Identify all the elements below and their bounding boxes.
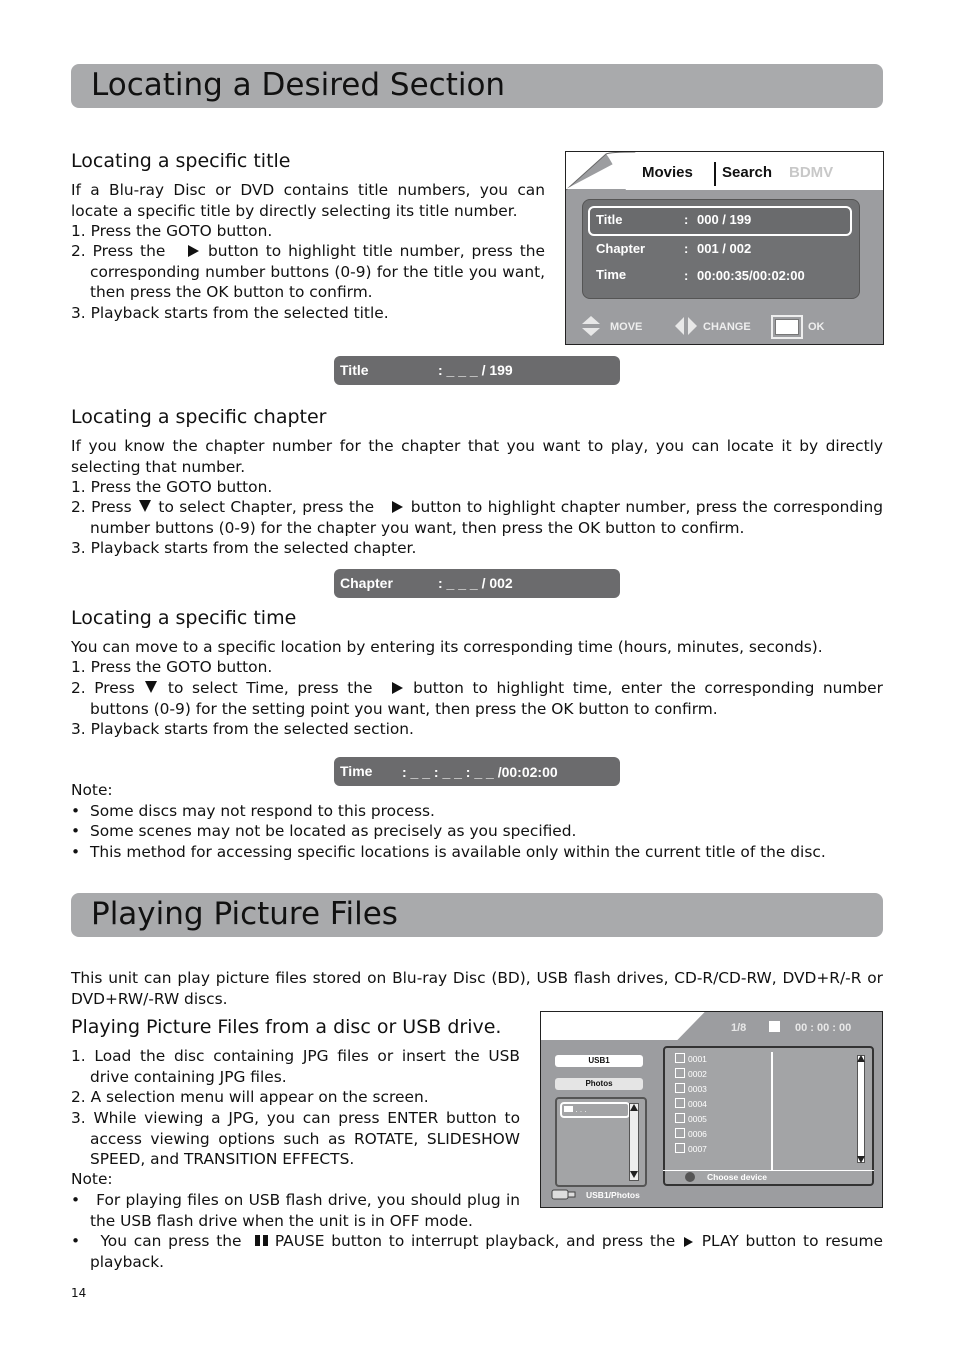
folder-photos-button[interactable]: Photos (555, 1078, 643, 1090)
right-arrow-icon (392, 682, 403, 694)
chapter-step3: 3. Playback starts from the selected chapter. (71, 539, 417, 557)
chapter-step2-b: to select Chapter, press the (158, 498, 375, 516)
image-file-icon (675, 1128, 685, 1138)
time-step1: 1. Press the GOTO button. (71, 658, 273, 676)
pictures-step1: 1. Load the disc containing JPG files or insert the USB drive containing JPG files. (71, 1047, 520, 1086)
up-down-arrow-icon (582, 316, 600, 336)
right-arrow-icon (392, 501, 403, 513)
tab-divider (714, 162, 716, 186)
tab-bdmv[interactable]: BDMV (789, 164, 834, 181)
page-indicator: 1/8 (731, 1022, 747, 1034)
file-label: 0006 (688, 1129, 707, 1139)
list-item[interactable] (675, 1083, 707, 1098)
image-file-icon (675, 1083, 685, 1093)
pictures-note1: • For playing files on USB flash drive, you should plug in the USB flash drive when the unit is in OFF mode. (71, 1191, 520, 1230)
note-item: • Some discs may not respond to this process. (71, 802, 435, 820)
photo-browser-screen (540, 1011, 883, 1208)
image-file-icon (675, 1053, 685, 1063)
osd-row-chapter-value: 001 / 002 (697, 241, 752, 256)
chapter-bar-label: Chapter (340, 575, 393, 591)
note-label: Note: (71, 781, 113, 799)
osd-row-title-value: 000 / 199 (697, 212, 752, 227)
time-bar-value: : _ _ : _ _ : _ _ /00:02:00 (402, 764, 558, 780)
chapter-step2-c: button to highlight chapter number, press the corresponding number buttons (0-9) for the chapter you want, then press the OK button to confirm. (90, 498, 883, 537)
note-text-3: This method for accessing specific locations is available only within the current title of the disc. (90, 843, 826, 861)
current-path: USB1/Photos (586, 1190, 640, 1200)
title-step1: 1. Press the GOTO button. (71, 222, 273, 240)
time-step3: 3. Playback starts from the selected section. (71, 720, 414, 738)
file-scroll-arrows-icon (856, 1054, 866, 1164)
status-square-icon (769, 1021, 780, 1032)
time-intro: You can move to a specific location by entering its corresponding time (hours, minutes, seconds). (71, 638, 823, 656)
folder-item-label: . . . (575, 1105, 587, 1114)
file-list (675, 1053, 707, 1158)
choose-device-button-icon (685, 1172, 695, 1182)
osd-row-time-label: Time (596, 267, 627, 282)
image-file-icon (675, 1068, 685, 1078)
pictures-sub-heading: Playing Picture Files from a disc or USB drive. (71, 1016, 502, 1038)
file-label: 0004 (688, 1099, 707, 1109)
right-arrow-icon (188, 245, 199, 257)
time-indicator: 00 : 00 : 00 (795, 1022, 852, 1034)
title-input-bar (334, 356, 620, 385)
list-item[interactable] (675, 1053, 707, 1068)
hint-move: MOVE (610, 321, 643, 333)
section-banner-pictures (71, 893, 883, 937)
note-item: • Some scenes may not be located as precisely as you specified. (71, 822, 577, 840)
pictures-step2: 2. A selection menu will appear on the screen. (71, 1088, 429, 1106)
hint-change: CHANGE (703, 321, 751, 333)
section-banner-locating (71, 64, 883, 108)
file-footer-line (663, 1170, 874, 1171)
image-file-icon (675, 1098, 685, 1108)
file-label: 0005 (688, 1114, 707, 1124)
time-input-bar (334, 757, 620, 786)
image-file-icon (675, 1143, 685, 1153)
pictures-intro: This unit can play picture files stored on Blu-ray Disc (BD), USB flash drives, CD-R/CD-RW, DVD+R/-R or DVD+RW/-RW discs. (71, 969, 883, 1008)
pictures-note2: • You can press the PAUSE button to interrupt playback, and press the PLAY button to resume playback. (71, 1232, 883, 1271)
osd-row-title-label: Title (596, 212, 623, 227)
folder-scroll-arrows-icon (629, 1103, 639, 1179)
goto-osd-screen (565, 151, 884, 345)
file-label: 0002 (688, 1069, 707, 1079)
subsection-chapter-heading: Locating a specific chapter (71, 406, 327, 428)
hint-ok: OK (808, 321, 825, 333)
tab-search[interactable]: Search (722, 164, 773, 181)
osd-row-chapter-label: Chapter (596, 241, 646, 256)
title-intro: If a Blu-ray Disc or DVD contains title numbers, you can locate a specific title by directly selecting its title number. (71, 181, 545, 220)
section-title: Locating a Desired Section (91, 67, 506, 103)
choose-device-label[interactable]: Choose device (707, 1172, 767, 1182)
note-item: • This method for accessing specific locations is available only within the current title of the disc. (71, 843, 826, 861)
pictures-note2-a: You can press the (100, 1232, 242, 1250)
chapter-bar-value: : _ _ _ / 002 (438, 575, 513, 591)
list-item[interactable] (675, 1128, 707, 1143)
time-step2-b: to select Time, press the (167, 679, 373, 697)
chapter-step2-a: 2. Press (71, 498, 132, 516)
page-number: 14 (71, 1286, 87, 1300)
file-label: 0001 (688, 1054, 707, 1064)
file-list-divider (771, 1052, 773, 1170)
ok-button-icon (771, 315, 803, 339)
chapter-input-bar (334, 569, 620, 598)
left-right-arrow-icon (675, 317, 697, 335)
subsection-time-heading: Locating a specific time (71, 607, 297, 629)
pictures-note2-c: PLAY button to resume playback. (90, 1232, 883, 1271)
title-step2-b: button to highlight title number, press the corresponding number buttons (0-9) for the title you want, then press the OK button to confirm. (90, 242, 545, 301)
image-file-icon (675, 1113, 685, 1123)
time-bar-label: Time (340, 763, 373, 779)
title-bar-value: : _ _ _ / 199 (438, 362, 513, 378)
title-step3: 3. Playback starts from the selected title. (71, 304, 389, 322)
list-item[interactable] (675, 1098, 707, 1113)
pictures-note2-b: PAUSE button to interrupt playback, and press the (274, 1232, 676, 1250)
note-text-2: Some scenes may not be located as precisely as you specified. (90, 822, 577, 840)
folder-icon (564, 1106, 573, 1112)
device-usb1-button[interactable]: USB1 (555, 1055, 643, 1067)
section-title: Playing Picture Files (91, 896, 398, 932)
title-bar-label: Title (340, 362, 369, 378)
list-item[interactable] (675, 1113, 707, 1128)
down-arrow-icon (145, 681, 157, 693)
time-step2-a: 2. Press (71, 679, 135, 697)
subsection-title-heading: Locating a specific title (71, 150, 291, 172)
down-arrow-icon (139, 500, 151, 512)
time-step2-c: button to highlight time, enter the corresponding number buttons (0-9) for the setting point you want, then press the OK button to confirm. (90, 679, 883, 718)
time-step2 (71, 678, 883, 719)
pictures-note1-text: For playing files on USB flash drive, you should plug in the USB flash drive when the unit is in OFF mode. (90, 1191, 520, 1230)
folder-item[interactable] (560, 1102, 630, 1118)
usb-drive-icon (551, 1187, 577, 1201)
file-label: 0003 (688, 1084, 707, 1094)
title-step2-a: 2. Press the (71, 242, 166, 260)
pictures-step3: 3. While viewing a JPG, you can press ENTER button to access viewing options such as ROTATE, SLIDESHOW SPEED, and TRANSITION EFFECTS. (71, 1109, 520, 1168)
osd-row-chapter-sep: : (684, 241, 689, 256)
osd-row-time-sep: : (684, 268, 689, 283)
list-item[interactable] (675, 1143, 707, 1158)
note-text-1: Some discs may not respond to this process. (90, 802, 435, 820)
chapter-intro: If you know the chapter number for the chapter that you want to play, you can locate it by directly selecting that number. (71, 437, 883, 476)
chapter-step2 (71, 497, 883, 538)
list-item[interactable] (675, 1068, 707, 1083)
osd-row-time-value: 00:00:35/00:02:00 (697, 268, 805, 283)
tab-movies[interactable]: Movies (642, 164, 693, 181)
play-icon (684, 1237, 693, 1247)
osd-row-title-sep: : (684, 212, 689, 227)
title-step2 (71, 241, 545, 303)
pause-icon (255, 1235, 260, 1246)
pictures-note-label: Note: (71, 1170, 113, 1188)
file-label: 0007 (688, 1144, 707, 1154)
chapter-step1: 1. Press the GOTO button. (71, 478, 273, 496)
